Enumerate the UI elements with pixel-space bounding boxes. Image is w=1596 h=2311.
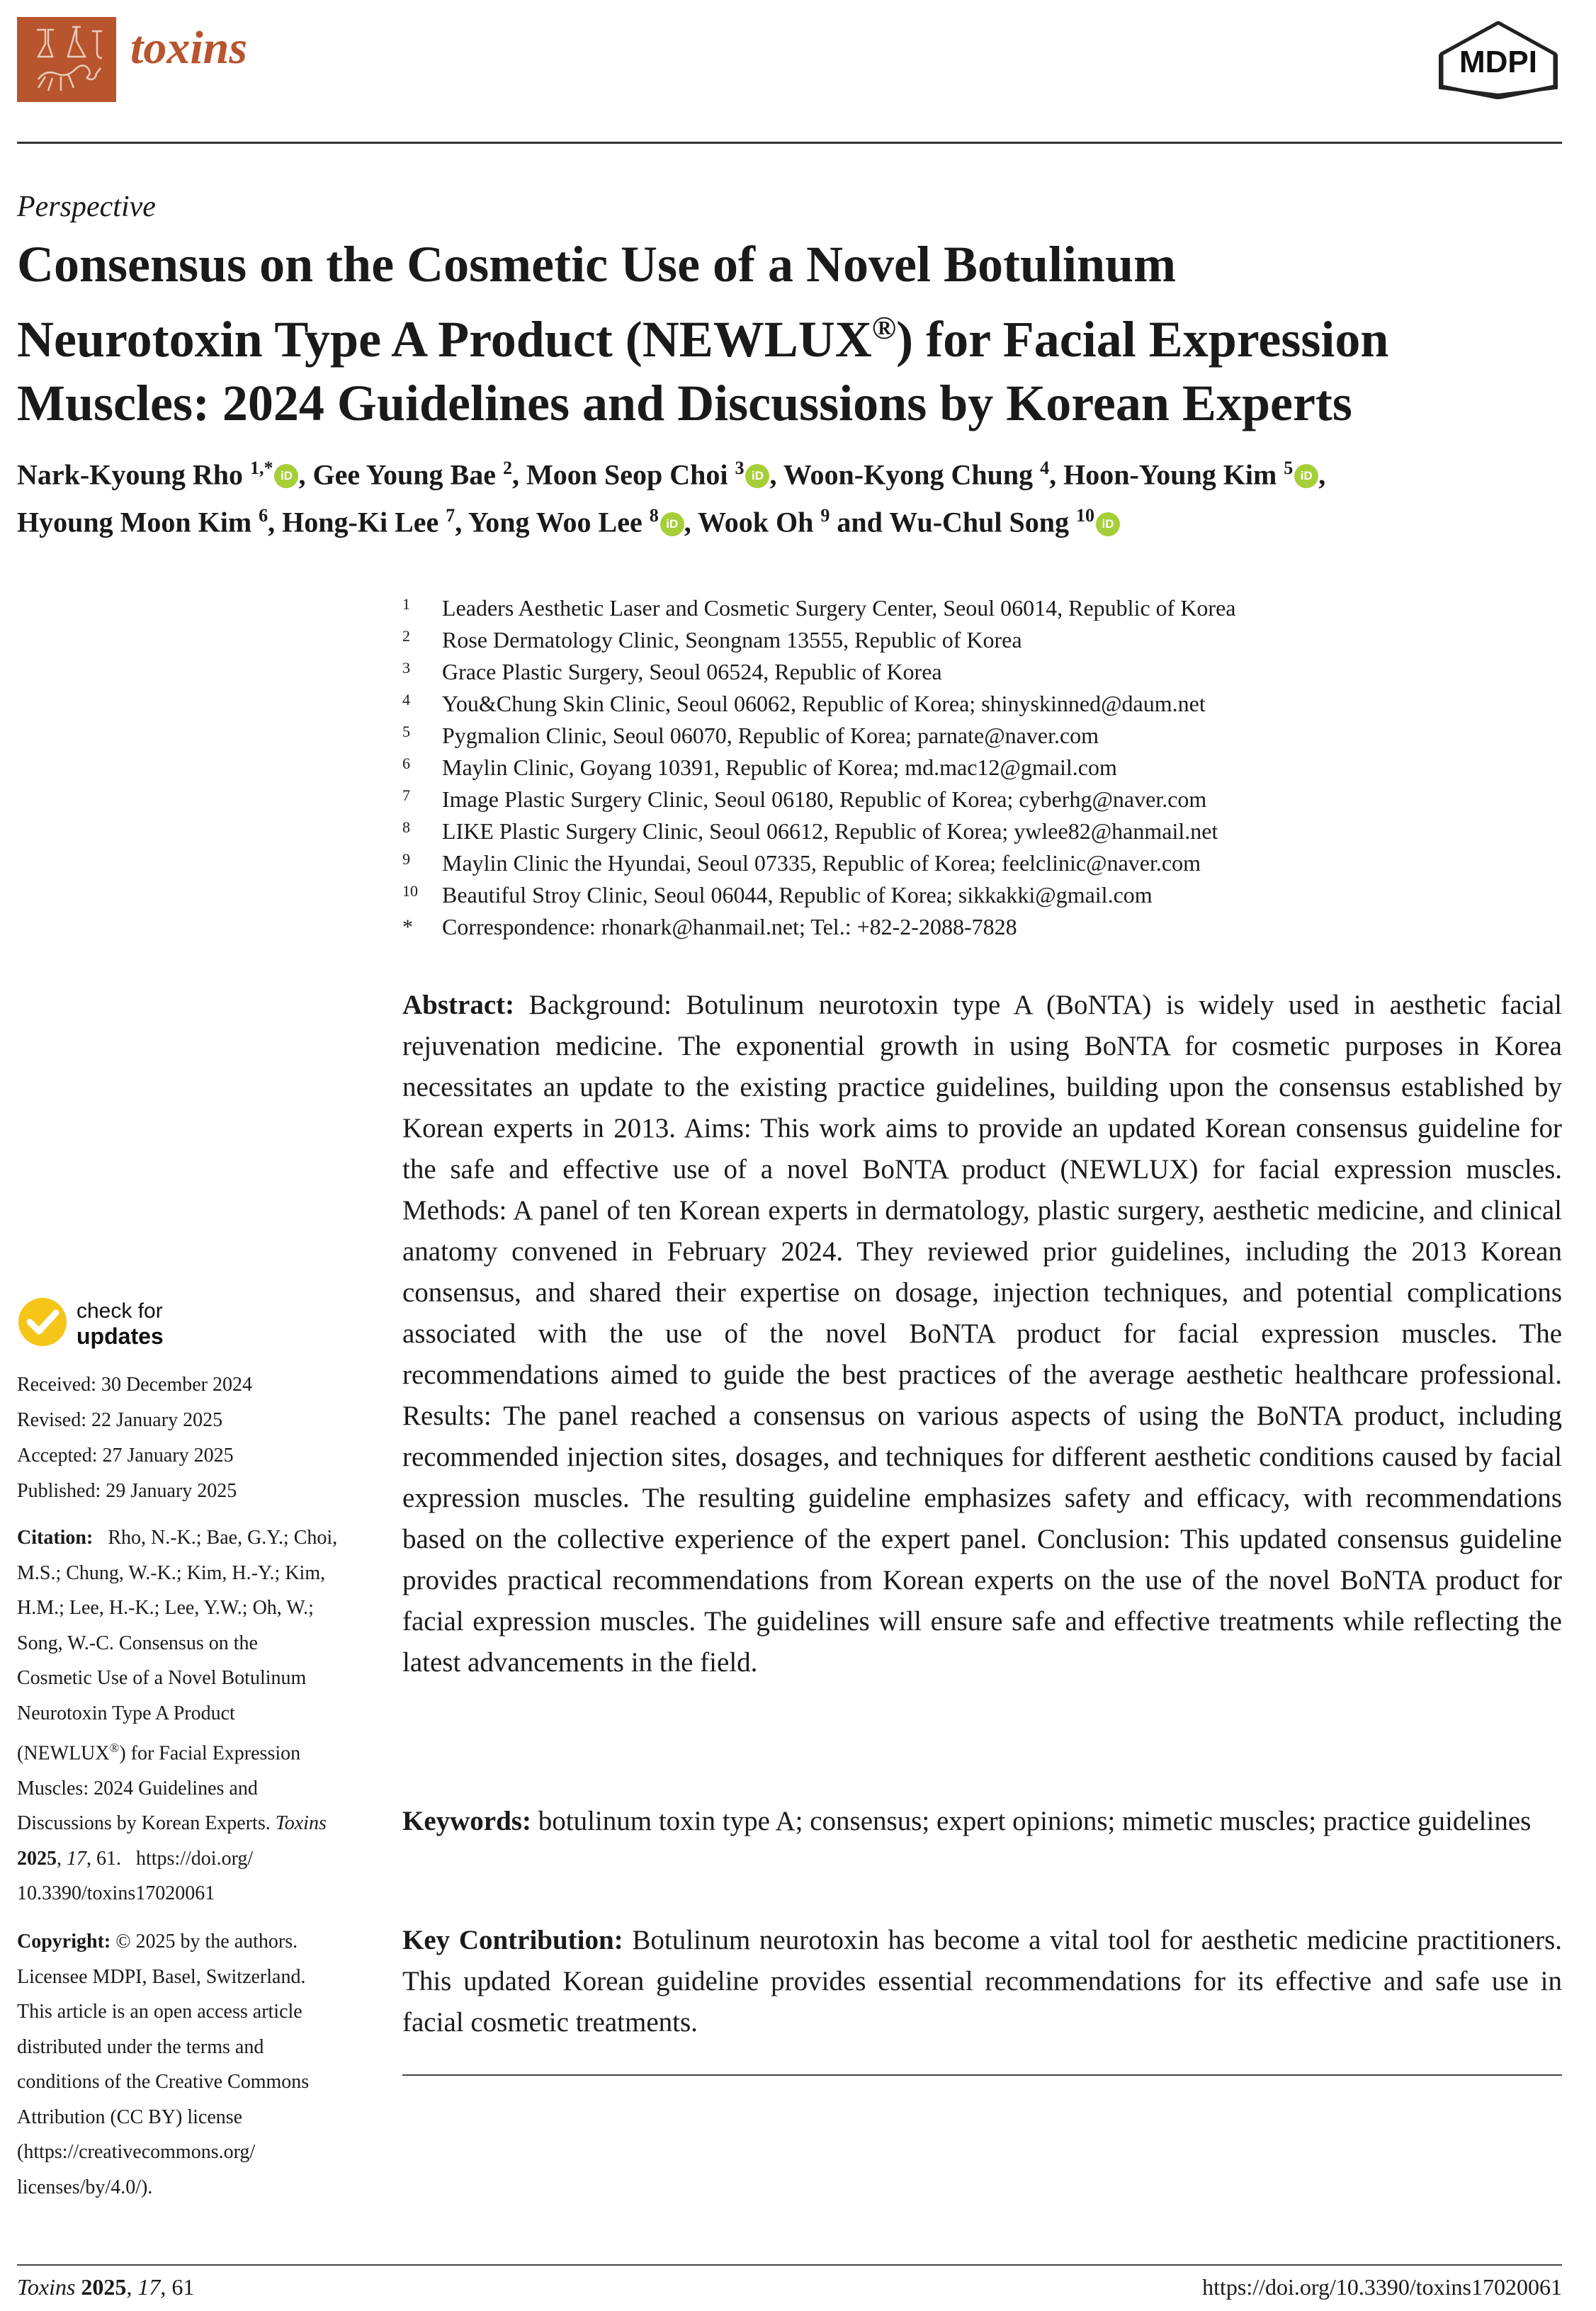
affiliation-text: Rose Dermatology Clinic, Seongnam 13555, Republic of Korea <box>442 627 1022 652</box>
copyright-line: distributed under the terms and <box>17 2035 264 2058</box>
mdpi-logo-text: MDPI <box>1459 45 1537 79</box>
correspondence-mark: * <box>402 915 413 939</box>
scorpion-flask-icon <box>17 17 116 102</box>
author-affiliation-mark: 10 <box>1076 505 1095 526</box>
author-affiliation-mark: 7 <box>446 505 455 526</box>
abstract-text: Background: Botulinum neurotoxin type A (BoNTA) is widely used in aesthetic facial rejuvenation medicine. The exponential growth in using BoNTA for cosmetic purposes in Korea necessitates an update to the existing practice guidelines, building upon the consensus established by Korean experts in 2013. Aims: This work aims to provide an updated Korean consensus guideline for the safe and effective use of a novel BoNTA product (NEWLUX) for facial expression muscles. Methods: A panel of ten Korean experts in dermatology, plastic surgery, aesthetic medicine, and clinical anatomy convened in February 2024. They reviewed prior guidelines, including the 2013 Korean consensus, and shared their expertise on dosage, injection techniques, and potential complications associated with the use of the novel BoNTA product for facial expression muscles. The recommendations aimed to guide the best practices of the average aesthetic healthcare professional. Results: The panel reached a consensus on various aspects of using the BoNTA product, including recommended injection sites, dosages, and techniques for different aesthetic conditions caused by facial expression muscles. The resulting guideline emphasizes safety and efficacy, with recommendations based on the collective experience of the expert panel. Conclusion: This updated consensus guideline provides practical recommendations from Korean experts on the use of the novel BoNTA product for facial expression muscles. The guidelines will ensure safe and effective treatments while reflecting the latest advancements in the field. <box>402 990 1563 1678</box>
author-affiliation-mark: 4 <box>1040 458 1050 478</box>
keywords <box>402 1801 1562 1842</box>
author-affiliation-mark: 2 <box>502 458 512 478</box>
footer-doi-link[interactable]: https://doi.org/10.3390/toxins17020061 <box>1202 2274 1562 2300</box>
affiliation-item <box>397 815 1566 847</box>
affiliation-item <box>397 752 1566 784</box>
license-link[interactable]: licenses/by/4.0/). <box>17 2176 153 2198</box>
affiliation-item <box>397 720 1566 752</box>
author-name[interactable]: Nark-Kyoung Rho <box>17 458 243 491</box>
citation-text: ) for Facial Expression <box>119 1742 301 1765</box>
author-affiliation-mark: 6 <box>259 505 268 526</box>
affiliation-item <box>397 688 1566 720</box>
footer-journal: Toxins <box>17 2274 76 2300</box>
title-line-2-end: ) for Facial Expression <box>896 311 1389 368</box>
affiliation-item <box>397 847 1566 879</box>
author-connector: and <box>837 506 883 538</box>
citation-text: (NEWLUX <box>17 1742 110 1765</box>
registered-mark: ® <box>871 310 897 346</box>
author-name[interactable]: Wook Oh <box>698 506 814 538</box>
received-date: Received: 30 December 2024 <box>17 1374 252 1396</box>
author-name[interactable]: Gee Young Bae <box>312 458 496 491</box>
correspondence <box>397 911 1566 943</box>
orcid-icon[interactable]: iD <box>1096 512 1120 536</box>
accepted-date: Accepted: 27 January 2025 <box>17 1445 234 1467</box>
orcid-icon[interactable]: iD <box>1294 464 1318 488</box>
affiliation-number: 3 <box>402 659 410 677</box>
journal-name: toxins <box>130 22 248 74</box>
citation-line: Muscles: 2024 Guidelines and <box>17 1777 258 1799</box>
affiliation-number: 4 <box>402 691 410 708</box>
affiliation-text: Pygmalion Clinic, Seoul 06070, Republic of Korea; parnate@naver.com <box>442 723 1099 748</box>
copyright-line: Attribution (CC BY) license <box>17 2106 243 2128</box>
citation-line <box>17 1806 378 1841</box>
copyright-line: This article is an open access article <box>17 2001 302 2023</box>
author-name[interactable]: Wu-Chul Song <box>889 506 1070 538</box>
affiliation-text: Beautiful Stroy Clinic, Seoul 06044, Republic of Korea; sikkakki@gmail.com <box>442 882 1153 908</box>
affiliation-number: 6 <box>402 755 410 772</box>
citation-block <box>17 1520 378 1911</box>
abstract <box>402 985 1562 1683</box>
author-line-2: Hyoung Moon Kim $^6$, Hong-Ki Lee $^7$, Yong Woo Lee $^8$ iD , Wook Oh $^9$ and Wu-Chul Song $^{10}$ iD <box>17 495 1575 543</box>
author-affiliation-mark: 8 <box>649 505 659 526</box>
check-updates-icon <box>17 1296 68 1347</box>
key-contribution <box>402 1920 1562 2043</box>
copyright-block <box>17 1924 378 2205</box>
abstract-divider <box>402 2074 1562 2076</box>
citation-line: H.M.; Lee, H.-K.; Lee, Y.W.; Oh, W.; <box>17 1597 314 1619</box>
key-contribution-text: Botulinum neurotoxin has become a vital tool for aesthetic medicine practitioners. This updated Korean guideline provides essential recommendations for its effective and safe use in facial cosmetic treatments. <box>402 1925 1563 2038</box>
affiliation-item <box>397 592 1566 624</box>
citation-line: M.S.; Chung, W.-K.; Kim, H.-Y.; Kim, <box>17 1561 326 1584</box>
check-for-updates-button[interactable] <box>17 1296 230 1353</box>
author-line-1: Nark-Kyoung Rho $^{1,*}$ iD , Gee Young Bae $^2$, Moon Seop Choi $^3$ iD , Woon-Kyong Chung $^4$, Hoon-Young Kim $^5$ iD , <box>17 458 1326 491</box>
footer-divider <box>17 2264 1562 2266</box>
journal-logo <box>17 17 116 102</box>
revised-date: Revised: 22 January 2025 <box>17 1409 223 1431</box>
citation-line: Cosmetic Use of a Novel Botulinum <box>17 1667 307 1689</box>
orcid-icon[interactable]: iD <box>274 464 298 488</box>
affiliation-item <box>397 656 1566 688</box>
affiliation-item <box>397 784 1566 815</box>
citation-line: Song, W.-C. Consensus on the <box>17 1632 258 1654</box>
key-contribution-label: Key Contribution: <box>402 1925 623 1955</box>
author-affiliation-mark: 3 <box>735 458 745 478</box>
author-name[interactable]: Yong Woo Lee <box>468 506 643 538</box>
affiliation-number: 8 <box>402 818 410 836</box>
orcid-icon[interactable]: iD <box>660 512 684 536</box>
citation-line: 2025, 17, 61. https://doi.org/ <box>17 1847 254 1870</box>
author-name[interactable]: Hong-Ki Lee <box>282 506 439 538</box>
keywords-label: Keywords: <box>402 1806 531 1836</box>
affiliation-list <box>397 592 1566 943</box>
author-affiliation-mark: 9 <box>820 505 830 526</box>
footer-year: 2025 <box>81 2274 127 2300</box>
title-line-2 <box>17 296 1575 371</box>
orcid-icon[interactable]: iD <box>745 464 769 488</box>
affiliation-number: 10 <box>402 882 418 900</box>
author-name[interactable]: Hyoung Moon Kim <box>17 506 252 538</box>
header-divider <box>17 142 1562 144</box>
affiliation-text: Leaders Aesthetic Laser and Cosmetic Surgery Center, Seoul 06014, Republic of Korea <box>442 595 1236 621</box>
footer-volume: 17 <box>137 2274 161 2300</box>
check-updates-label-bold: updates <box>77 1323 164 1349</box>
affiliation-item <box>397 879 1566 911</box>
author-affiliation-mark: 1,* <box>249 458 273 478</box>
correspondence-text: Correspondence: rhonark@hanmail.net; Tel.: +82-2-2088-7828 <box>442 914 1017 939</box>
author-list <box>17 448 1575 543</box>
article-type: Perspective <box>17 191 156 223</box>
affiliation-number: 5 <box>402 723 410 740</box>
footer-page: , 61 <box>160 2274 195 2300</box>
copyright-label: Copyright: <box>17 1931 111 1953</box>
copyright-line <box>17 1924 378 1960</box>
citation-year: 2025 <box>17 1847 57 1870</box>
abstract-label: Abstract: <box>402 990 515 1020</box>
copyright-line: conditions of the Creative Commons <box>17 2071 310 2093</box>
affiliation-text: Maylin Clinic, Goyang 10391, Republic of Korea; md.mac12@gmail.com <box>442 755 1117 780</box>
citation-line <box>17 1520 378 1556</box>
affiliation-text: Image Plastic Surgery Clinic, Seoul 06180, Republic of Korea; cyberhg@naver.com <box>442 786 1207 812</box>
footer-citation: Toxins 2025, 17, 61 <box>17 2274 195 2300</box>
author-name[interactable]: Woon-Kyong Chung <box>783 458 1034 491</box>
citation-line: Neurotoxin Type A Product <box>17 1702 235 1724</box>
affiliation-number: 2 <box>402 627 410 645</box>
citation-doi-link[interactable]: https://doi.org/ <box>136 1847 254 1870</box>
registered-mark: ® <box>109 1741 120 1755</box>
title-line-2-start: Neurotoxin Type A Product (NEWLUX <box>17 311 872 368</box>
copyright-text: © 2025 by the authors. <box>115 1931 298 1953</box>
author-affiliation-mark: 5 <box>1284 458 1294 478</box>
citation-doi-link[interactable]: 10.3390/toxins17020061 <box>17 1882 215 1905</box>
affiliation-text: Maylin Clinic the Hyundai, Seoul 07335, Republic of Korea; feelclinic@naver.com <box>442 850 1201 876</box>
author-name[interactable]: Hoon-Young Kim <box>1063 458 1277 491</box>
article-dates <box>17 1367 252 1509</box>
title-line-3: Muscles: 2024 Guidelines and Discussions by Korean Experts <box>17 375 1352 431</box>
mdpi-logo <box>1434 21 1562 99</box>
affiliation-text: You&Chung Skin Clinic, Seoul 06062, Republic of Korea; shinyskinned@daum.net <box>442 691 1206 716</box>
citation-pages: , 61. <box>86 1847 121 1870</box>
published-date: Published: 29 January 2025 <box>17 1480 237 1502</box>
affiliation-number: 9 <box>402 850 410 868</box>
citation-label: Citation: <box>17 1527 94 1549</box>
citation-line <box>17 1731 378 1771</box>
affiliation-item <box>397 624 1566 656</box>
license-link[interactable]: (https://creativecommons.org/ <box>17 2141 256 2163</box>
citation-journal: Toxins <box>275 1812 327 1835</box>
affiliation-number: 7 <box>402 786 410 804</box>
affiliation-text: LIKE Plastic Surgery Clinic, Seoul 06612, Republic of Korea; ywlee82@hanmail.net <box>442 818 1218 844</box>
affiliation-number: 1 <box>402 595 410 613</box>
copyright-line: Licensee MDPI, Basel, Switzerland. <box>17 1965 306 1988</box>
citation-text: Discussions by Korean Experts. <box>17 1812 271 1835</box>
keywords-text: botulinum toxin type A; consensus; expert opinions; mimetic muscles; practice guidelines <box>538 1806 1532 1836</box>
article-title <box>17 232 1575 435</box>
citation-text: Rho, N.-K.; Bae, G.Y.; Choi, <box>108 1527 338 1549</box>
author-name[interactable]: Moon Seop Choi <box>526 458 728 491</box>
affiliation-text: Grace Plastic Surgery, Seoul 06524, Republic of Korea <box>442 659 942 684</box>
citation-volume: 17 <box>67 1847 86 1870</box>
mdpi-hexagon-icon <box>1434 21 1562 99</box>
title-line-1: Consensus on the Cosmetic Use of a Novel Botulinum <box>17 236 1177 293</box>
check-updates-label: check for <box>77 1299 163 1323</box>
